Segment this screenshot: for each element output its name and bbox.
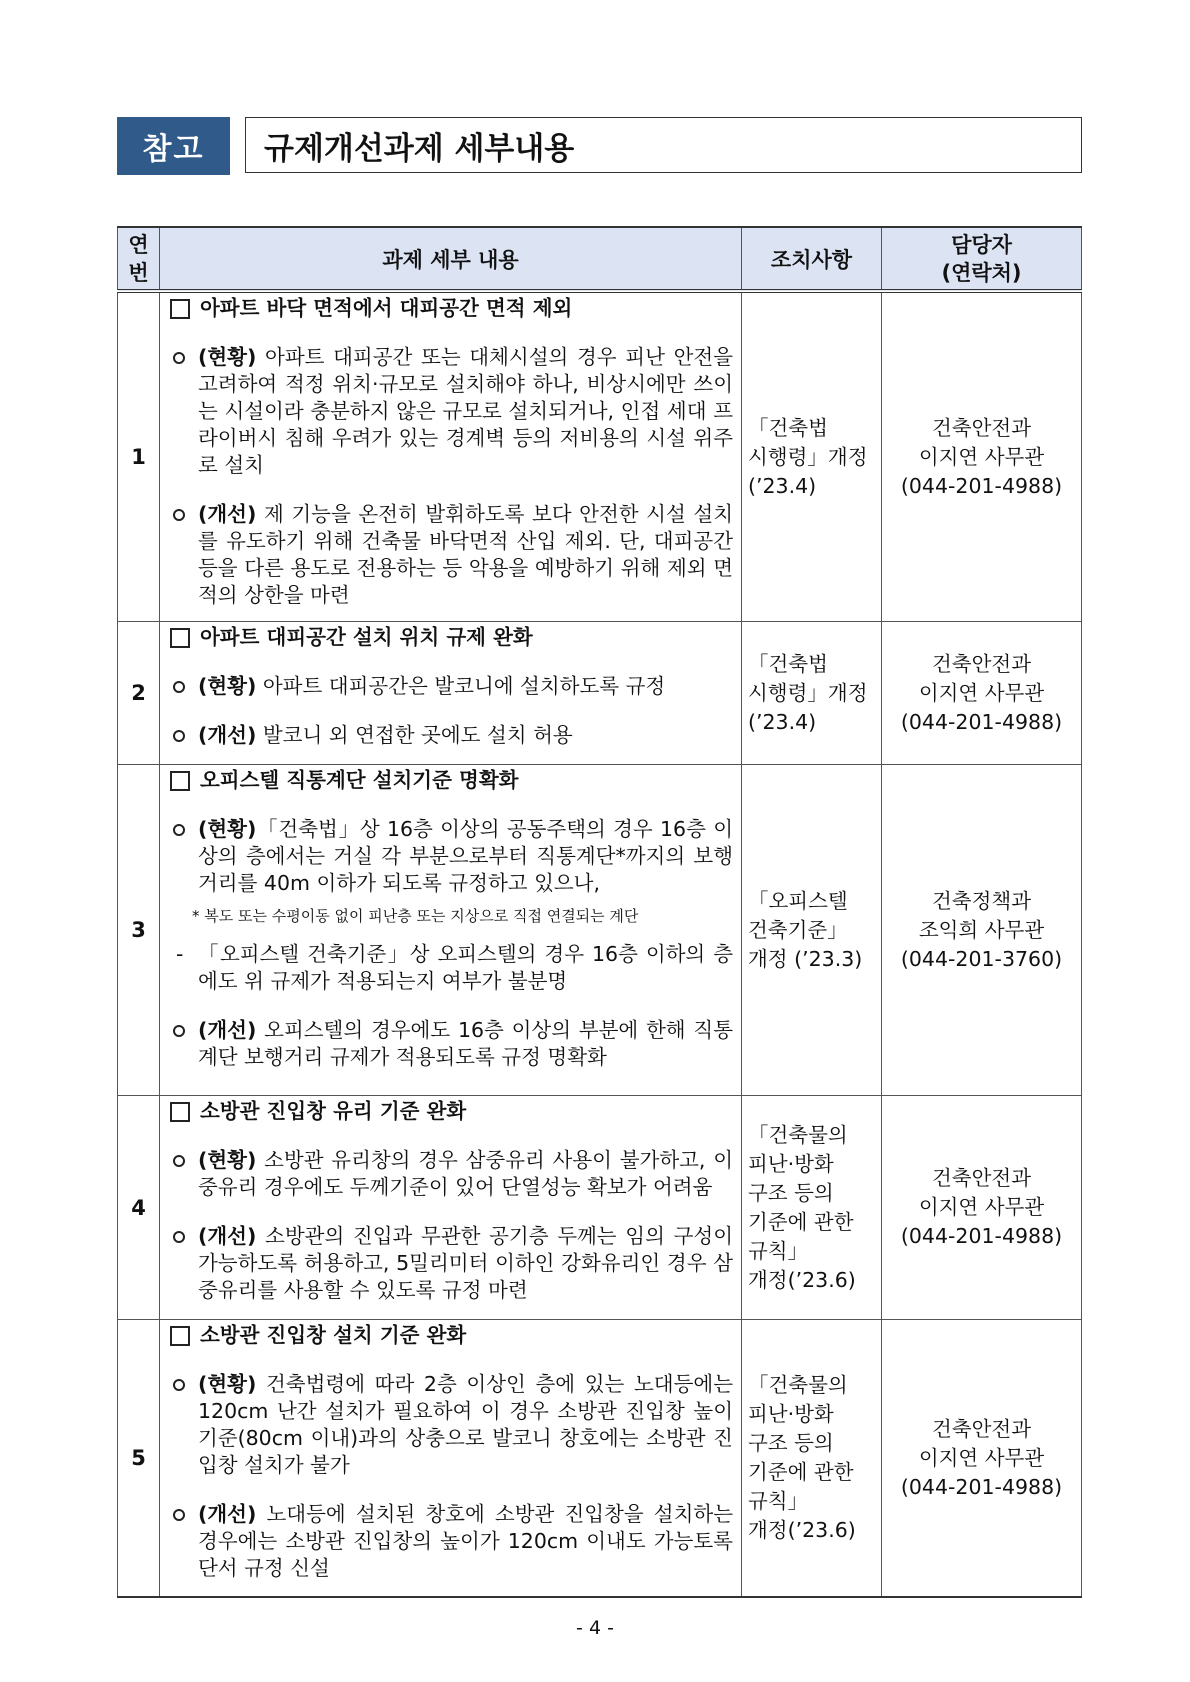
table-row [118, 1096, 1082, 1320]
task-title-text: 아파트 바닥 면적에서 대피공간 면적 제외 [200, 296, 573, 320]
regulation-table [117, 226, 1082, 1598]
reference-badge: 참고 [117, 117, 230, 175]
item-label: (개선) [198, 1018, 257, 1042]
item-label: (개선) [198, 1502, 257, 1526]
item-text: 제 기능을 온전히 발휘하도록 보다 안전한 시설 설치를 유도하기 위해 건축물 바닥면적 산입 제외. 단, 대피공간 등을 다른 용도로 전용하는 등 악용을 예방하기 위해 제외 면적의 상한을 마련 [198, 502, 733, 607]
circle-bullet-icon [168, 816, 198, 897]
col-header-action: 조치사항 [742, 227, 882, 291]
row-number: 4 [118, 1096, 160, 1320]
item-label: (개선) [198, 502, 257, 526]
task-content [160, 1320, 742, 1598]
dash-item [168, 941, 733, 995]
contact-cell: 건축안전과 이지연 사무관 (044-201-4988) [882, 622, 1082, 765]
circle-bullet-icon [168, 1371, 198, 1479]
circle-bullet-icon [168, 501, 198, 609]
item-text: 「오피스텔 건축기준」상 오피스텔의 경우 16층 이하의 층에도 위 규제가 적용되는지 여부가 불분명 [198, 942, 733, 993]
page-title-text: 규제개선과제 세부내용 [264, 130, 575, 167]
contact-cell: 건축정책과 조익희 사무관 (044-201-3760) [882, 765, 1082, 1096]
col-header-contact: 담당자 (연락처) [882, 227, 1082, 291]
item-label: (현황) [198, 345, 257, 369]
item-text: 노대등에 설치된 창호에 소방관 진입창을 설치하는 경우에는 소방관 진입창의 높이가 120cm 이내도 가능토록 단서 규정 신설 [198, 1502, 733, 1580]
item-label: (개선) [198, 1224, 257, 1248]
row-number: 2 [118, 622, 160, 765]
task-title [168, 295, 733, 322]
task-title [168, 624, 733, 651]
row-number: 5 [118, 1320, 160, 1598]
task-content [160, 622, 742, 765]
task-title-text: 소방관 진입창 유리 기준 완화 [200, 1099, 467, 1123]
list-item [168, 344, 733, 479]
contact-cell: 건축안전과 이지연 사무관 (044-201-4988) [882, 1320, 1082, 1598]
task-content [160, 1096, 742, 1320]
circle-bullet-icon [168, 1223, 198, 1304]
item-label: (현황) [198, 1148, 257, 1172]
checkbox-square-icon [170, 1326, 190, 1346]
col-header-num: 연 번 [118, 227, 160, 291]
list-item [168, 1223, 733, 1304]
circle-bullet-icon [168, 344, 198, 479]
task-content [160, 765, 742, 1096]
action-cell: 「오피스텔 건축기준」 개정 (’23.3) [742, 765, 882, 1096]
item-label: (현황) [198, 674, 257, 698]
table-row [118, 291, 1082, 622]
table-row [118, 622, 1082, 765]
circle-bullet-icon [168, 1017, 198, 1071]
row-number: 1 [118, 291, 160, 622]
action-cell: 「건축물의 피난·방화 구조 등의 기준에 관한 규칙」 개정(’23.6) [742, 1320, 882, 1598]
item-text: 건축법령에 따라 2층 이상인 층에 있는 노대등에는 120cm 난간 설치가 필요하여 이 경우 소방관 진입창 높이 기준(80cm 이내)과의 상충으로 발코니 창호에는 소방관 진입창 설치가 불가 [198, 1372, 733, 1477]
item-label: (현황) [198, 1372, 257, 1396]
item-text: 「건축법」상 16층 이상의 공동주택의 경우 16층 이상의 층에서는 거실 각 부분으로부터 직통계단*까지의 보행거리를 40m 이하가 되도록 규정하고 있으나, [198, 817, 733, 895]
col-header-content: 과제 세부 내용 [160, 227, 742, 291]
checkbox-square-icon [170, 628, 190, 648]
dash-marker: - [176, 942, 184, 966]
item-text: 발코니 외 연접한 곳에도 설치 허용 [256, 723, 573, 747]
table-row [118, 1320, 1082, 1598]
circle-bullet-icon [168, 1147, 198, 1201]
circle-bullet-icon [168, 673, 198, 700]
action-cell: 「건축법 시행령」개정 (’23.4) [742, 622, 882, 765]
circle-bullet-icon [168, 722, 198, 749]
item-text: 소방관 유리창의 경우 삼중유리 사용이 불가하고, 이중유리 경우에도 두께기준이 있어 단열성능 확보가 어려움 [198, 1148, 733, 1199]
item-text: 오피스텔의 경우에도 16층 이상의 부분에 한해 직통계단 보행거리 규제가 적용되도록 규정 명확화 [198, 1018, 733, 1069]
contact-cell: 건축안전과 이지연 사무관 (044-201-4988) [882, 1096, 1082, 1320]
action-cell: 「건축물의 피난·방화 구조 등의 기준에 관한 규칙」 개정(’23.6) [742, 1096, 882, 1320]
contact-cell: 건축안전과 이지연 사무관 (044-201-4988) [882, 291, 1082, 622]
table-row [118, 765, 1082, 1096]
item-text: 아파트 대피공간은 발코니에 설치하도록 규정 [256, 674, 666, 698]
action-cell: 「건축법 시행령」개정 (’23.4) [742, 291, 882, 622]
item-text: 아파트 대피공간 또는 대체시설의 경우 피난 안전을 고려하여 적정 위치·규모로 설치해야 하나, 비상시에만 쓰이는 시설이라 충분하지 않은 규모로 설치되거나, 인접 세대 프라이버시 침해 우려가 있는 경계벽 등의 저비용의 시설 위주로 설치 [198, 345, 733, 477]
circle-bullet-icon [168, 1501, 198, 1582]
page-title [245, 117, 1082, 173]
item-label: (현황) [198, 817, 257, 841]
table-header-row [118, 227, 1082, 291]
task-title-text: 소방관 진입창 설치 기준 완화 [200, 1323, 467, 1347]
task-title [168, 767, 733, 794]
checkbox-square-icon [170, 771, 190, 791]
page-number: - 4 - [576, 1617, 614, 1639]
list-item [168, 501, 733, 609]
list-item [168, 1017, 733, 1071]
list-item [168, 1371, 733, 1479]
list-item [168, 1147, 733, 1201]
task-title-text: 아파트 대피공간 설치 위치 규제 완화 [200, 625, 533, 649]
task-title-text: 오피스텔 직통계단 설치기준 명확화 [200, 768, 519, 792]
row-number: 3 [118, 765, 160, 1096]
footnote: * 복도 또는 수평이동 없이 피난층 또는 지상으로 직접 연결되는 계단 [192, 907, 639, 925]
checkbox-square-icon [170, 1102, 190, 1122]
list-item [168, 816, 733, 897]
list-item [168, 673, 733, 700]
task-content [160, 291, 742, 622]
task-title [168, 1322, 733, 1349]
list-item [168, 722, 733, 749]
list-item [168, 1501, 733, 1582]
item-text: 소방관의 진입과 무관한 공기층 두께는 임의 구성이 가능하도록 허용하고, 5밀리미터 이하인 강화유리인 경우 삼중유리를 사용할 수 있도록 규정 마련 [198, 1224, 733, 1302]
checkbox-square-icon [170, 299, 190, 319]
task-title [168, 1098, 733, 1125]
item-label: (개선) [198, 723, 257, 747]
